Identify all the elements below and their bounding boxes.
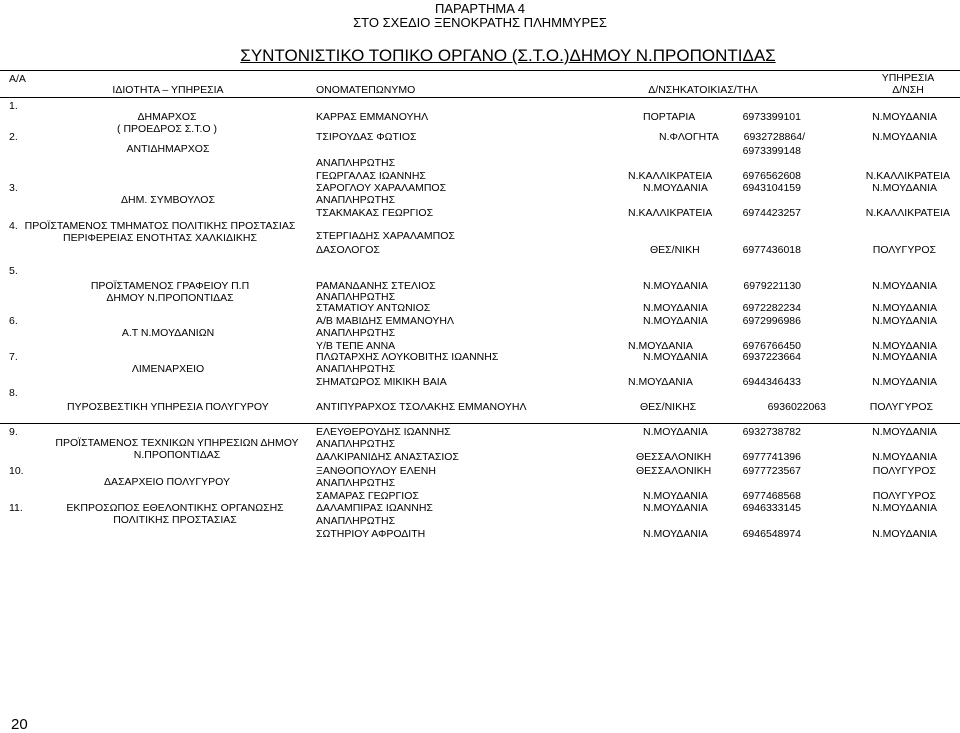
member-phone: 6937223664 — [742, 351, 801, 363]
member-phone: 6972996986 — [742, 315, 801, 327]
deputy-label: ΑΝΑΠΛΗΡΩΤΗΣ — [316, 291, 396, 303]
deputy-address: ΘΕΣΣΑΛΟΝΙΚΗ — [636, 451, 712, 463]
member-address: Ν.ΜΟΥΔΑΝΙΑ — [643, 502, 708, 514]
col-header-role: ΙΔΙΟΤΗΤΑ – ΥΠΗΡΕΣΙΑ — [112, 84, 224, 96]
member-name: ΤΣΙΡΟΥΔΑΣ ΦΩΤΙΟΣ — [316, 131, 417, 143]
member-address: ΘΕΣΣΑΛΟΝΙΚΗ — [636, 465, 712, 477]
col-header-name: ΟΝΟΜΑΤΕΠΩΝΥΜΟ — [316, 84, 416, 96]
col-header-service-1: ΥΠΗΡΕΣΙΑ — [881, 72, 935, 84]
member-phone-2: 6973399148 — [742, 145, 801, 157]
row-number: 6. — [9, 315, 18, 327]
member-phone: 6936022063 — [767, 401, 826, 413]
member-title: ΔΑΣΟΛΟΓΟΣ — [316, 244, 380, 256]
member-phone: 6977723567 — [742, 465, 801, 477]
member-name: Α/Β ΜΑΒΙΔΗΣ ΕΜΜΑΝΟΥΗΛ — [316, 315, 455, 327]
row-number: 8. — [9, 387, 18, 399]
deputy-phone: 6976562608 — [742, 170, 801, 182]
member-service: ΠΟΛΥΓΥΡΟΣ — [872, 244, 936, 256]
member-name: ΔΑΛΑΜΠΙΡΑΣ ΙΩΑΝΝΗΣ — [316, 502, 433, 514]
member-service: Ν.ΜΟΥΔΑΝΙΑ — [872, 426, 937, 438]
role-line-1: ΠΡΟΪΣΤΑΜΕΝΟΣ ΤΜΗΜΑΤΟΣ ΠΟΛΙΤΙΚΗΣ ΠΡΟΣΤΑΣΙΑΣ — [24, 220, 296, 232]
deputy-address: Ν.ΜΟΥΔΑΝΙΑ — [628, 376, 693, 388]
role-line-2: Ν.ΠΡΟΠΟΝΤΙΔΑΣ — [133, 449, 221, 461]
member-name: ΠΛΩΤΑΡΧΗΣ ΛΟΥΚΟΒΙΤΗΣ ΙΩΑΝΝΗΣ — [316, 351, 499, 363]
deputy-label: ΑΝΑΠΛΗΡΩΤΗΣ — [316, 194, 396, 206]
deputy-address: Ν.ΜΟΥΔΑΝΙΑ — [643, 302, 708, 314]
deputy-label: ΑΝΑΠΛΗΡΩΤΗΣ — [316, 477, 396, 489]
role-line-1: ΔΑΣΑΡΧΕΙΟ ΠΟΛΥΓΥΡΟΥ — [104, 476, 230, 488]
deputy-service: Ν.ΜΟΥΔΑΝΙΑ — [872, 340, 937, 352]
member-name: ΕΛΕΥΘΕΡΟΥΔΗΣ ΙΩΑΝΝΗΣ — [316, 426, 451, 438]
member-phone: 6973399101 — [742, 111, 801, 123]
member-name: ΣΤΕΡΓΙΑΔΗΣ ΧΑΡΑΛΑΜΠΟΣ — [316, 230, 455, 242]
member-name: ΑΝΤΙΠΥΡΑΡΧΟΣ ΤΣΟΛΑΚΗΣ ΕΜΜΑΝΟΥΗΛ — [316, 401, 527, 413]
col-header-address: Δ/ΝΣΗΚΑΤΟΙΚΙΑΣ/ΤΗΛ — [648, 84, 758, 96]
member-service: Ν.ΜΟΥΔΑΝΙΑ — [872, 131, 937, 143]
member-address: Ν.ΦΛΟΓΗΤΑ — [659, 131, 719, 143]
deputy-phone: 6976766450 — [742, 340, 801, 352]
role-line-2: ΔΗΜΟΥ Ν.ΠΡΟΠΟΝΤΙΔΑΣ — [106, 292, 234, 304]
member-phone: 6977436018 — [742, 244, 801, 256]
member-phone: 6946333145 — [742, 502, 801, 514]
deputy-phone: 6977741396 — [742, 451, 801, 463]
deputy-address: Ν.ΜΟΥΔΑΝΙΑ — [643, 528, 708, 540]
deputy-label: ΑΝΑΠΛΗΡΩΤΗΣ — [316, 515, 396, 527]
deputy-service: Ν.ΜΟΥΔΑΝΙΑ — [872, 528, 937, 540]
member-service: Ν.ΜΟΥΔΑΝΙΑ — [872, 280, 937, 292]
row-number: 11. — [9, 502, 23, 514]
deputy-service: Ν.ΚΑΛΛΙΚΡΑΤΕΙΑ — [865, 207, 950, 219]
deputy-service: Ν.ΜΟΥΔΑΝΙΑ — [872, 376, 937, 388]
member-phone: 6943104159 — [742, 182, 801, 194]
member-service: Ν.ΜΟΥΔΑΝΙΑ — [872, 111, 937, 123]
member-address: ΘΕΣ/ΝΙΚΗΣ — [640, 401, 697, 413]
row-number: 3. — [9, 182, 18, 194]
col-header-aa: Α/Α — [9, 73, 26, 85]
header-bottom-rule — [0, 97, 960, 98]
row-number: 5. — [9, 265, 18, 277]
deputy-service: Ν.ΜΟΥΔΑΝΙΑ — [872, 302, 937, 314]
role-line-2: ΠΟΛΙΤΙΚΗΣ ΠΡΟΣΤΑΣΙΑΣ — [113, 514, 237, 526]
member-address: Ν.ΜΟΥΔΑΝΙΑ — [643, 351, 708, 363]
member-address: Ν.ΜΟΥΔΑΝΙΑ — [643, 280, 708, 292]
deputy-phone: 6944346433 — [742, 376, 801, 388]
role-line-1: ΠΡΟΪΣΤΑΜΕΝΟΣ ΤΕΧΝΙΚΩΝ ΥΠΗΡΕΣΙΩΝ ΔΗΜΟΥ — [55, 437, 299, 449]
deputy-address: Ν.ΜΟΥΔΑΝΙΑ — [628, 340, 693, 352]
row-number: 4. — [9, 220, 18, 232]
page-number: 20 — [11, 716, 28, 733]
deputy-service: Ν.ΜΟΥΔΑΝΙΑ — [872, 451, 937, 463]
deputy-name: ΓΕΩΡΓΑΛΑΣ ΙΩΑΝΝΗΣ — [316, 170, 426, 182]
member-service: ΠΟΛΥΓΥΡΟΣ — [872, 465, 936, 477]
row-number: 7. — [9, 351, 18, 363]
deputy-phone: 6977468568 — [742, 490, 801, 502]
member-name: ΣΑΡΟΓΛΟΥ ΧΑΡΑΛΑΜΠΟΣ — [316, 182, 447, 194]
deputy-phone: 6946548974 — [742, 528, 801, 540]
deputy-phone: 6972282234 — [742, 302, 801, 314]
deputy-address: Ν.ΚΑΛΛΙΚΡΑΤΕΙΑ — [628, 207, 713, 219]
member-address: Ν.ΜΟΥΔΑΝΙΑ — [643, 426, 708, 438]
role-line-2: ( ΠΡΟΕΔΡΟΣ Σ.Τ.Ο ) — [117, 123, 217, 135]
deputy-service: Ν.ΚΑΛΛΙΚΡΑΤΕΙΑ — [865, 170, 950, 182]
deputy-name: ΣΑΜΑΡΑΣ ΓΕΩΡΓΙΟΣ — [316, 490, 419, 502]
member-phone: 6979221130 — [743, 280, 801, 292]
role-line-2: ΠΕΡΙΦΕΡΕΙΑΣ ΕΝΟΤΗΤΑΣ ΧΑΛΚΙΔΙΚΗΣ — [63, 232, 257, 244]
deputy-name: ΣΗΜΑΤΩΡΟΣ ΜΙΚΙΚΗ ΒΑΙΑ — [316, 376, 447, 388]
member-address: ΠΟΡΤΑΡΙΑ — [643, 111, 696, 123]
deputy-address: Ν.ΜΟΥΔΑΝΙΑ — [643, 490, 708, 502]
deputy-label: ΑΝΑΠΛΗΡΩΤΗΣ — [316, 327, 396, 339]
deputy-service: ΠΟΛΥΓΥΡΟΣ — [872, 490, 936, 502]
member-service: Ν.ΜΟΥΔΑΝΙΑ — [872, 315, 937, 327]
role-line-1: ΔΗΜΑΡΧΟΣ — [137, 111, 197, 123]
document-title: ΣΥΝΤΟΝΙΣΤΙΚΟ ΤΟΠΙΚΟ ΟΡΓΑΝΟ (Σ.Τ.Ο.)ΔΗΜΟΥ Ν.ΠΡΟΠΟΝΤΙΔΑΣ — [240, 46, 776, 65]
row-number: 2. — [9, 131, 18, 143]
deputy-name: ΤΣΑΚΜΑΚΑΣ ΓΕΩΡΓΙΟΣ — [316, 207, 434, 219]
member-service: ΠΟΛΥΓΥΡΟΣ — [869, 401, 933, 413]
deputy-name: Υ/Β ΤΕΠΕ ΑΝΝΑ — [316, 340, 396, 352]
row-number: 9. — [9, 426, 18, 438]
role-line-1: Α.Τ Ν.ΜΟΥΔΑΝΙΩΝ — [121, 327, 215, 339]
deputy-name: ΣΤΑΜΑΤΙΟΥ ΑΝΤΩΝΙΟΣ — [316, 302, 431, 314]
role-line-1: ΛΙΜΕΝΑΡΧΕΙΟ — [131, 363, 205, 375]
member-name: ΚΑΡΡΑΣ ΕΜΜΑΝΟΥΗΛ — [316, 111, 429, 123]
role-line-1: ΠΥΡΟΣΒΕΣΤΙΚΗ ΥΠΗΡΕΣΙΑ ΠΟΛΥΓΥΡΟΥ — [67, 401, 269, 413]
deputy-address: Ν.ΚΑΛΛΙΚΡΑΤΕΙΑ — [628, 170, 713, 182]
deputy-name: ΣΩΤΗΡΙΟΥ ΑΦΡΟΔΙΤΗ — [316, 528, 426, 540]
member-name: ΞΑΝΘΟΠΟΥΛΟΥ ΕΛΕΝΗ — [316, 465, 436, 477]
role-line-1: ΕΚΠΡΟΣΩΠΟΣ ΕΘΕΛΟΝΤΙΚΗΣ ΟΡΓΑΝΩΣΗΣ — [66, 502, 284, 514]
deputy-label: ΑΝΑΠΛΗΡΩΤΗΣ — [316, 438, 396, 450]
row-number: 10. — [9, 465, 24, 477]
deputy-label: ΑΝΑΠΛΗΡΩΤΗΣ — [316, 157, 396, 169]
member-name: ΡΑΜΑΝΔΑΝΗΣ ΣΤΕΛΙΟΣ — [316, 280, 436, 292]
row-number: 1. — [9, 100, 18, 112]
table-top-rule — [0, 70, 960, 71]
member-service: Ν.ΜΟΥΔΑΝΙΑ — [872, 502, 937, 514]
member-address: ΘΕΣ/ΝΙΚΗ — [650, 244, 700, 256]
section-rule — [0, 423, 960, 424]
role-line-1: ΑΝΤΙΔΗΜΑΡΧΟΣ — [126, 143, 210, 155]
member-address: Ν.ΜΟΥΔΑΝΙΑ — [643, 182, 708, 194]
plan-title: ΣΤΟ ΣΧΕΔΙΟ ΞΕΝΟΚΡΑΤΗΣ ΠΛΗΜΜΥΡΕΣ — [353, 15, 607, 30]
member-phone: 6932738782 — [742, 426, 801, 438]
col-header-service-2: Δ/ΝΣΗ — [892, 84, 924, 96]
member-service: Ν.ΜΟΥΔΑΝΙΑ — [872, 182, 937, 194]
annex-title: ΠΑΡΑΡΤΗΜΑ 4 — [434, 1, 526, 16]
member-address: Ν.ΜΟΥΔΑΝΙΑ — [643, 315, 708, 327]
member-service: Ν.ΜΟΥΔΑΝΙΑ — [872, 351, 937, 363]
role-line-1: ΔΗΜ. ΣΥΜΒΟΥΛΟΣ — [121, 194, 215, 206]
deputy-phone: 6974423257 — [742, 207, 801, 219]
deputy-name: ΔΑΛΚΙΡΑΝΙΔΗΣ ΑΝΑΣΤΑΣΙΟΣ — [316, 451, 459, 463]
role-line-1: ΠΡΟΪΣΤΑΜΕΝΟΣ ΓΡΑΦΕΙΟΥ Π.Π — [90, 280, 250, 292]
member-phone: 6932728864/ — [743, 131, 805, 143]
deputy-label: ΑΝΑΠΛΗΡΩΤΗΣ — [316, 363, 396, 375]
